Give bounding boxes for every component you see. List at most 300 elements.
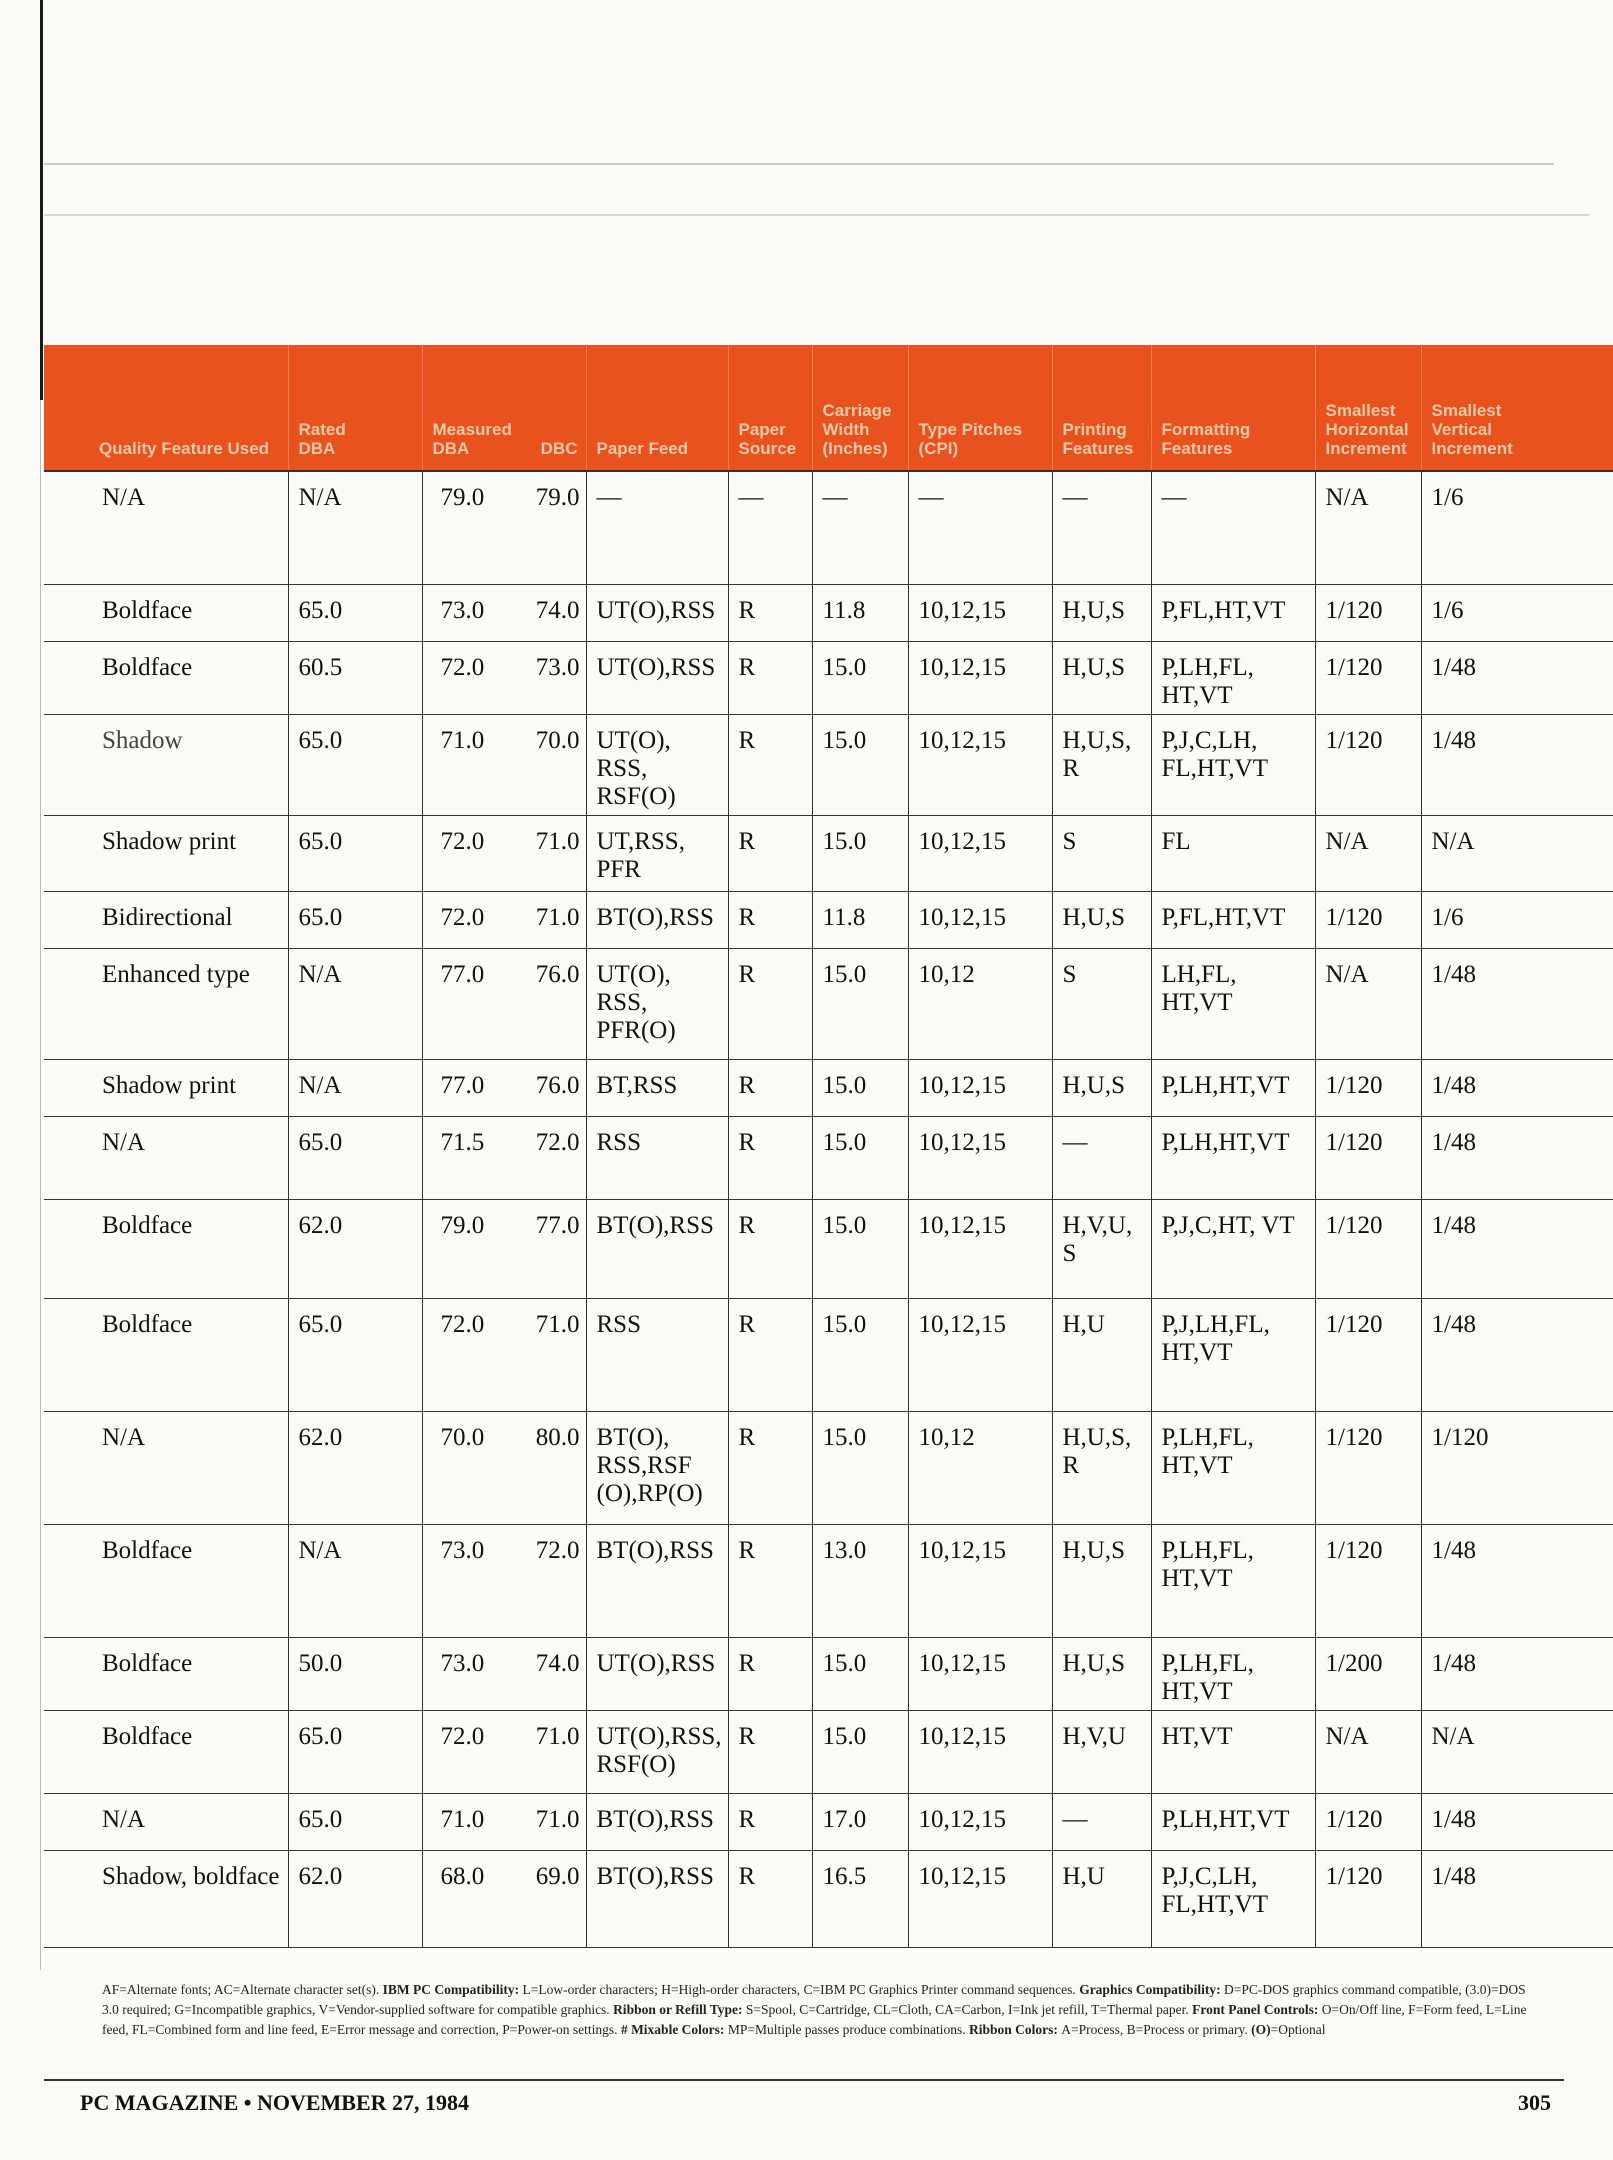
cell-vert-increment: 1/6 bbox=[1421, 471, 1613, 584]
cell-horiz-increment: 1/200 bbox=[1315, 1637, 1421, 1710]
cell-quality: N/A bbox=[44, 1793, 288, 1850]
cell-type-pitches: 10,12,15 bbox=[908, 815, 1052, 891]
page-edge-line-lower bbox=[40, 400, 41, 1970]
cell-printing-features: H,V,U, S bbox=[1052, 1199, 1151, 1298]
cell-paper-source: R bbox=[728, 584, 812, 641]
header-pitches-l1: Type Pitches bbox=[918, 420, 1023, 439]
cell-formatting-features: P,J,C,LH, FL,HT,VT bbox=[1151, 714, 1315, 815]
header-formatting-l2: Features bbox=[1161, 439, 1233, 458]
cell-paper-source: — bbox=[728, 471, 812, 584]
cell-carriage-width: 15.0 bbox=[812, 1199, 908, 1298]
cell-dbc: 71.0 bbox=[535, 827, 580, 855]
cell-printing-features: H,U,S, R bbox=[1052, 714, 1151, 815]
cell-paper-source: R bbox=[728, 891, 812, 948]
cell-carriage-width: 11.8 bbox=[812, 584, 908, 641]
header-horiz-l1: Smallest bbox=[1325, 401, 1396, 420]
cell-formatting-features: P,LH,FL, HT,VT bbox=[1151, 1411, 1315, 1524]
cell-paper-source: R bbox=[728, 1411, 812, 1524]
cell-quality: Boldface bbox=[44, 584, 288, 641]
cell-measured-dba: 72.0 bbox=[440, 1310, 485, 1338]
header-vert-l1: Smallest bbox=[1431, 401, 1502, 420]
cell-measured-dba: 73.0 bbox=[440, 596, 485, 624]
cell-type-pitches: 10,12 bbox=[908, 1411, 1052, 1524]
cell-vert-increment: 1/48 bbox=[1421, 714, 1613, 815]
legend-text: MP=Multiple passes produce combinations. bbox=[727, 2022, 970, 2037]
cell-paper-source: R bbox=[728, 1199, 812, 1298]
table-row bbox=[44, 891, 1613, 948]
cell-paper-feed: UT(O),RSS, RSF(O) bbox=[586, 1710, 728, 1793]
cell-rated-dba: 60.5 bbox=[288, 641, 422, 714]
cell-horiz-increment: 1/120 bbox=[1315, 1850, 1421, 1947]
legend-text: O=On/Off line, F=Form feed, L=Line feed, FL=Combined form and line feed, E=Error message and correction, P=Power-on settings. bbox=[102, 2002, 1527, 2037]
cell-measured bbox=[422, 815, 586, 891]
cell-quality: Shadow bbox=[44, 714, 288, 815]
cell-horiz-increment: N/A bbox=[1315, 948, 1421, 1059]
header-measured bbox=[422, 345, 586, 471]
cell-paper-feed: UT(O),RSS bbox=[586, 1637, 728, 1710]
legend bbox=[102, 1980, 1532, 2040]
cell-dbc: 77.0 bbox=[535, 1211, 580, 1239]
header-rated-l2: DBA bbox=[298, 439, 336, 458]
cell-paper-source: R bbox=[728, 1116, 812, 1199]
cell-formatting-features: P,LH,FL, HT,VT bbox=[1151, 1637, 1315, 1710]
cell-measured bbox=[422, 1298, 586, 1411]
cell-type-pitches: — bbox=[908, 471, 1052, 584]
cell-paper-feed: BT(O),RSS bbox=[586, 1850, 728, 1947]
table-row bbox=[44, 1298, 1613, 1411]
cell-paper-source: R bbox=[728, 1850, 812, 1947]
cell-formatting-features: — bbox=[1151, 471, 1315, 584]
cell-measured-dba: 68.0 bbox=[440, 1862, 485, 1890]
cell-type-pitches: 10,12,15 bbox=[908, 1059, 1052, 1116]
cell-formatting-features: P,LH,HT,VT bbox=[1151, 1059, 1315, 1116]
cell-carriage-width: 15.0 bbox=[812, 1116, 908, 1199]
cell-paper-source: R bbox=[728, 714, 812, 815]
table-row bbox=[44, 714, 1613, 815]
cell-rated-dba: 65.0 bbox=[288, 714, 422, 815]
cell-measured bbox=[422, 584, 586, 641]
header-source-l2: Source bbox=[738, 439, 797, 458]
cell-carriage-width: 15.0 bbox=[812, 1637, 908, 1710]
header-carriage-l1: Carriage bbox=[822, 401, 892, 420]
cell-type-pitches: 10,12,15 bbox=[908, 1199, 1052, 1298]
cell-rated-dba: 65.0 bbox=[288, 891, 422, 948]
cell-paper-feed: RSS bbox=[586, 1298, 728, 1411]
cell-carriage-width: 16.5 bbox=[812, 1850, 908, 1947]
cell-quality: Boldface bbox=[44, 1199, 288, 1298]
cell-paper-feed: — bbox=[586, 471, 728, 584]
header-vert bbox=[1421, 345, 1613, 471]
cell-measured bbox=[422, 948, 586, 1059]
cell-type-pitches: 10,12,15 bbox=[908, 1850, 1052, 1947]
cell-paper-source: R bbox=[728, 1059, 812, 1116]
cell-measured-dba: 72.0 bbox=[440, 903, 485, 931]
header-rated bbox=[288, 345, 422, 471]
cell-measured-dba: 77.0 bbox=[440, 1071, 485, 1099]
cell-measured bbox=[422, 1710, 586, 1793]
cell-printing-features: S bbox=[1052, 948, 1151, 1059]
cell-type-pitches: 10,12,15 bbox=[908, 1637, 1052, 1710]
cell-dbc: 71.0 bbox=[535, 1310, 580, 1338]
cell-dbc: 80.0 bbox=[535, 1423, 580, 1451]
table-row bbox=[44, 815, 1613, 891]
cell-printing-features: H,U bbox=[1052, 1850, 1151, 1947]
header-pitches bbox=[908, 345, 1052, 471]
table-row bbox=[44, 1116, 1613, 1199]
cell-horiz-increment: 1/120 bbox=[1315, 1793, 1421, 1850]
header-measured-l2: DBA bbox=[432, 439, 470, 458]
cell-carriage-width: 17.0 bbox=[812, 1793, 908, 1850]
cell-paper-source: R bbox=[728, 1637, 812, 1710]
cell-vert-increment: 1/48 bbox=[1421, 1637, 1613, 1710]
cell-printing-features: H,U,S bbox=[1052, 1637, 1151, 1710]
cell-paper-source: R bbox=[728, 1524, 812, 1637]
header-paper-feed bbox=[586, 345, 728, 471]
cell-formatting-features: P,J,LH,FL, HT,VT bbox=[1151, 1298, 1315, 1411]
cell-horiz-increment: 1/120 bbox=[1315, 891, 1421, 948]
cell-formatting-features: HT,VT bbox=[1151, 1710, 1315, 1793]
table-row bbox=[44, 948, 1613, 1059]
cell-horiz-increment: 1/120 bbox=[1315, 641, 1421, 714]
cell-type-pitches: 10,12,15 bbox=[908, 1298, 1052, 1411]
cell-horiz-increment: 1/120 bbox=[1315, 1199, 1421, 1298]
cell-paper-feed: UT(O),RSS bbox=[586, 584, 728, 641]
top-rule-1 bbox=[44, 163, 1554, 165]
cell-printing-features: — bbox=[1052, 471, 1151, 584]
table-row bbox=[44, 1850, 1613, 1947]
cell-printing-features: H,U,S bbox=[1052, 1059, 1151, 1116]
cell-dbc: 73.0 bbox=[535, 653, 580, 681]
cell-printing-features: H,V,U bbox=[1052, 1710, 1151, 1793]
cell-horiz-increment: 1/120 bbox=[1315, 1059, 1421, 1116]
cell-printing-features: — bbox=[1052, 1116, 1151, 1199]
header-rated-l1: Rated bbox=[298, 420, 346, 439]
cell-rated-dba: 62.0 bbox=[288, 1850, 422, 1947]
header-quality bbox=[44, 345, 288, 471]
cell-paper-feed: BT(O),RSS bbox=[586, 1524, 728, 1637]
cell-paper-feed: BT(O), RSS,RSF (O),RP(O) bbox=[586, 1411, 728, 1524]
cell-dbc: 72.0 bbox=[535, 1128, 580, 1156]
cell-measured-dba: 71.5 bbox=[440, 1128, 485, 1156]
footer-rule bbox=[44, 2079, 1564, 2081]
cell-paper-feed: UT(O),RSS bbox=[586, 641, 728, 714]
table-row bbox=[44, 1793, 1613, 1850]
cell-carriage-width: 15.0 bbox=[812, 641, 908, 714]
cell-horiz-increment: 1/120 bbox=[1315, 1411, 1421, 1524]
cell-dbc: 74.0 bbox=[535, 596, 580, 624]
cell-dbc: 79.0 bbox=[535, 484, 580, 511]
cell-printing-features: S bbox=[1052, 815, 1151, 891]
legend-text: AF=Alternate fonts; AC=Alternate character set(s). bbox=[102, 1982, 383, 1997]
cell-measured bbox=[422, 1199, 586, 1298]
header-horiz-l2: Horizontal bbox=[1325, 420, 1409, 439]
cell-printing-features: — bbox=[1052, 1793, 1151, 1850]
cell-quality: N/A bbox=[44, 1116, 288, 1199]
cell-type-pitches: 10,12,15 bbox=[908, 1710, 1052, 1793]
legend-key: Graphics Compatibility: bbox=[1079, 1982, 1224, 1997]
header-printing-l1: Printing bbox=[1062, 420, 1127, 439]
cell-quality: Enhanced type bbox=[44, 948, 288, 1059]
cell-dbc: 69.0 bbox=[535, 1862, 580, 1890]
header-formatting-l1: Formatting bbox=[1161, 420, 1251, 439]
header-measured-l1: Measured bbox=[432, 420, 512, 439]
cell-rated-dba: 65.0 bbox=[288, 815, 422, 891]
header-source-l1: Paper bbox=[738, 420, 786, 439]
cell-paper-source: R bbox=[728, 1793, 812, 1850]
cell-measured-dba: 73.0 bbox=[440, 1649, 485, 1677]
header-horiz bbox=[1315, 345, 1421, 471]
cell-horiz-increment: 1/120 bbox=[1315, 1298, 1421, 1411]
cell-carriage-width: 15.0 bbox=[812, 714, 908, 815]
table-row bbox=[44, 1637, 1613, 1710]
cell-quality: Boldface bbox=[44, 1298, 288, 1411]
cell-horiz-increment: 1/120 bbox=[1315, 1524, 1421, 1637]
cell-printing-features: H,U,S bbox=[1052, 641, 1151, 714]
legend-key: # Mixable Colors: bbox=[620, 2022, 728, 2037]
printer-spec-table bbox=[44, 345, 1613, 1948]
table-header-row bbox=[44, 345, 1613, 471]
cell-measured bbox=[422, 641, 586, 714]
cell-measured-dba: 79.0 bbox=[440, 484, 485, 511]
cell-paper-feed: BT,RSS bbox=[586, 1059, 728, 1116]
cell-paper-feed: RSS bbox=[586, 1116, 728, 1199]
cell-carriage-width: 15.0 bbox=[812, 1710, 908, 1793]
cell-carriage-width: 15.0 bbox=[812, 815, 908, 891]
top-rule-2 bbox=[44, 214, 1589, 216]
cell-dbc: 71.0 bbox=[535, 1722, 580, 1750]
cell-vert-increment: 1/48 bbox=[1421, 1298, 1613, 1411]
table-row bbox=[44, 1710, 1613, 1793]
cell-formatting-features: P,LH,HT,VT bbox=[1151, 1793, 1315, 1850]
cell-measured-dba: 72.0 bbox=[440, 653, 485, 681]
cell-vert-increment: N/A bbox=[1421, 815, 1613, 891]
cell-carriage-width: 15.0 bbox=[812, 1298, 908, 1411]
cell-printing-features: H,U,S bbox=[1052, 1524, 1151, 1637]
header-formatting bbox=[1151, 345, 1315, 471]
cell-carriage-width: 15.0 bbox=[812, 1059, 908, 1116]
table-body bbox=[44, 471, 1613, 1947]
legend-text: A=Process, B=Process or primary. bbox=[1061, 2022, 1252, 2037]
header-vert-l2: Vertical bbox=[1431, 420, 1492, 439]
cell-paper-source: R bbox=[728, 1710, 812, 1793]
cell-formatting-features: P,J,C,LH, FL,HT,VT bbox=[1151, 1850, 1315, 1947]
header-vert-l3: Increment bbox=[1431, 439, 1513, 458]
cell-dbc: 74.0 bbox=[535, 1649, 580, 1677]
cell-quality: Shadow, boldface bbox=[44, 1850, 288, 1947]
cell-paper-feed: BT(O),RSS bbox=[586, 1793, 728, 1850]
cell-quality: Boldface bbox=[44, 1637, 288, 1710]
legend-key: Front Panel Controls: bbox=[1192, 2002, 1322, 2017]
cell-carriage-width: 11.8 bbox=[812, 891, 908, 948]
cell-paper-source: R bbox=[728, 948, 812, 1059]
cell-measured bbox=[422, 1793, 586, 1850]
header-horiz-l3: Increment bbox=[1325, 439, 1407, 458]
header-quality-label: Quality Feature Used bbox=[99, 439, 270, 458]
cell-vert-increment: 1/48 bbox=[1421, 1524, 1613, 1637]
cell-type-pitches: 10,12,15 bbox=[908, 641, 1052, 714]
cell-horiz-increment: 1/120 bbox=[1315, 584, 1421, 641]
legend-text: L=Low-order characters; H=High-order characters, C=IBM PC Graphics Printer command sequences. bbox=[522, 1982, 1080, 1997]
cell-measured-dba: 70.0 bbox=[440, 1423, 485, 1451]
cell-type-pitches: 10,12,15 bbox=[908, 714, 1052, 815]
header-carriage-l2: Width bbox=[822, 420, 870, 439]
cell-measured bbox=[422, 1116, 586, 1199]
cell-rated-dba: 65.0 bbox=[288, 1116, 422, 1199]
header-carriage-l3: (Inches) bbox=[822, 439, 888, 458]
legend-key: IBM PC Compatibility: bbox=[382, 1982, 523, 1997]
cell-carriage-width: 13.0 bbox=[812, 1524, 908, 1637]
cell-quality: Boldface bbox=[44, 641, 288, 714]
cell-measured bbox=[422, 1637, 586, 1710]
cell-formatting-features: P,FL,HT,VT bbox=[1151, 584, 1315, 641]
header-dbc: DBC bbox=[540, 439, 578, 458]
cell-vert-increment: 1/6 bbox=[1421, 891, 1613, 948]
cell-quality: N/A bbox=[44, 1411, 288, 1524]
cell-paper-source: R bbox=[728, 815, 812, 891]
cell-formatting-features: P,LH,FL, HT,VT bbox=[1151, 641, 1315, 714]
cell-measured-dba: 77.0 bbox=[440, 960, 485, 988]
legend-key: Ribbon or Refill Type: bbox=[613, 2002, 746, 2017]
page-edge-line bbox=[40, 0, 43, 400]
cell-formatting-features: FL bbox=[1151, 815, 1315, 891]
cell-rated-dba: 50.0 bbox=[288, 1637, 422, 1710]
cell-vert-increment: 1/48 bbox=[1421, 641, 1613, 714]
footer-magazine: PC MAGAZINE • NOVEMBER 27, 1984 bbox=[80, 2090, 470, 2115]
cell-measured bbox=[422, 1059, 586, 1116]
cell-horiz-increment: 1/120 bbox=[1315, 714, 1421, 815]
table-row bbox=[44, 1199, 1613, 1298]
cell-rated-dba: 65.0 bbox=[288, 584, 422, 641]
cell-vert-increment: 1/48 bbox=[1421, 1199, 1613, 1298]
cell-quality: Shadow print bbox=[44, 815, 288, 891]
cell-rated-dba: 65.0 bbox=[288, 1298, 422, 1411]
cell-printing-features: H,U bbox=[1052, 1298, 1151, 1411]
cell-type-pitches: 10,12,15 bbox=[908, 584, 1052, 641]
cell-horiz-increment: 1/120 bbox=[1315, 1116, 1421, 1199]
cell-measured bbox=[422, 714, 586, 815]
cell-vert-increment: 1/48 bbox=[1421, 1116, 1613, 1199]
cell-type-pitches: 10,12,15 bbox=[908, 1116, 1052, 1199]
cell-rated-dba: 62.0 bbox=[288, 1199, 422, 1298]
cell-paper-feed: BT(O),RSS bbox=[586, 1199, 728, 1298]
cell-rated-dba: 65.0 bbox=[288, 1793, 422, 1850]
cell-vert-increment: 1/120 bbox=[1421, 1411, 1613, 1524]
cell-rated-dba: N/A bbox=[288, 948, 422, 1059]
header-carriage bbox=[812, 345, 908, 471]
cell-rated-dba: N/A bbox=[288, 1059, 422, 1116]
legend-text: D=PC-DOS graphics command compatible, (3.0)=DOS 3.0 required; G=Incompatible graphics, V=Vendor-supplied software for compatible graphics. bbox=[102, 1982, 1526, 2017]
cell-vert-increment: 1/48 bbox=[1421, 948, 1613, 1059]
cell-type-pitches: 10,12,15 bbox=[908, 891, 1052, 948]
legend-key: Ribbon Colors: bbox=[969, 2022, 1062, 2037]
cell-dbc: 76.0 bbox=[535, 960, 580, 988]
cell-measured-dba: 71.0 bbox=[440, 726, 485, 754]
header-printing-l2: Features bbox=[1062, 439, 1134, 458]
cell-paper-feed: UT(O), RSS, RSF(O) bbox=[586, 714, 728, 815]
header-paper-feed-label: Paper Feed bbox=[596, 439, 689, 458]
cell-rated-dba: 62.0 bbox=[288, 1411, 422, 1524]
cell-dbc: 71.0 bbox=[535, 1805, 580, 1833]
cell-carriage-width: — bbox=[812, 471, 908, 584]
cell-rated-dba: 65.0 bbox=[288, 1710, 422, 1793]
cell-formatting-features: P,LH,HT,VT bbox=[1151, 1116, 1315, 1199]
cell-measured-dba: 72.0 bbox=[440, 1722, 485, 1750]
cell-printing-features: H,U,S, R bbox=[1052, 1411, 1151, 1524]
cell-vert-increment: 1/48 bbox=[1421, 1059, 1613, 1116]
cell-quality: Bidirectional bbox=[44, 891, 288, 948]
page-number: 305 bbox=[1518, 2090, 1551, 2115]
table-row bbox=[44, 1411, 1613, 1524]
cell-horiz-increment: N/A bbox=[1315, 815, 1421, 891]
cell-paper-feed: UT(O), RSS, PFR(O) bbox=[586, 948, 728, 1059]
cell-measured-dba: 71.0 bbox=[440, 1805, 485, 1833]
cell-carriage-width: 15.0 bbox=[812, 948, 908, 1059]
table-row bbox=[44, 471, 1613, 584]
spec-table bbox=[44, 345, 1613, 1948]
cell-horiz-increment: N/A bbox=[1315, 1710, 1421, 1793]
cell-formatting-features: P,J,C,HT, VT bbox=[1151, 1199, 1315, 1298]
cell-dbc: 71.0 bbox=[535, 903, 580, 931]
cell-paper-source: R bbox=[728, 641, 812, 714]
cell-measured bbox=[422, 471, 586, 584]
cell-rated-dba: N/A bbox=[288, 1524, 422, 1637]
cell-measured-dba: 79.0 bbox=[440, 1211, 485, 1239]
header-pitches-l2: (CPI) bbox=[918, 439, 959, 458]
table-row bbox=[44, 1059, 1613, 1116]
cell-rated-dba: N/A bbox=[288, 471, 422, 584]
cell-type-pitches: 10,12,15 bbox=[908, 1524, 1052, 1637]
cell-horiz-increment: N/A bbox=[1315, 471, 1421, 584]
legend-key: (O) bbox=[1251, 2022, 1271, 2037]
cell-vert-increment: 1/48 bbox=[1421, 1793, 1613, 1850]
cell-measured bbox=[422, 1850, 586, 1947]
cell-formatting-features: LH,FL, HT,VT bbox=[1151, 948, 1315, 1059]
cell-vert-increment: 1/48 bbox=[1421, 1850, 1613, 1947]
cell-measured bbox=[422, 1524, 586, 1637]
cell-quality: N/A bbox=[44, 471, 288, 584]
cell-vert-increment: 1/6 bbox=[1421, 584, 1613, 641]
cell-dbc: 72.0 bbox=[535, 1536, 580, 1564]
cell-type-pitches: 10,12,15 bbox=[908, 1793, 1052, 1850]
cell-printing-features: H,U,S bbox=[1052, 891, 1151, 948]
cell-quality: Shadow print bbox=[44, 1059, 288, 1116]
cell-formatting-features: P,FL,HT,VT bbox=[1151, 891, 1315, 948]
cell-quality: Boldface bbox=[44, 1524, 288, 1637]
cell-printing-features: H,U,S bbox=[1052, 584, 1151, 641]
table-row bbox=[44, 584, 1613, 641]
cell-measured-dba: 72.0 bbox=[440, 827, 485, 855]
cell-measured bbox=[422, 1411, 586, 1524]
cell-dbc: 70.0 bbox=[535, 726, 580, 754]
cell-quality: Boldface bbox=[44, 1710, 288, 1793]
header-printing bbox=[1052, 345, 1151, 471]
cell-dbc: 76.0 bbox=[535, 1071, 580, 1099]
cell-carriage-width: 15.0 bbox=[812, 1411, 908, 1524]
cell-paper-feed: UT,RSS, PFR bbox=[586, 815, 728, 891]
cell-measured-dba: 73.0 bbox=[440, 1536, 485, 1564]
header-paper-source bbox=[728, 345, 812, 471]
cell-paper-source: R bbox=[728, 1298, 812, 1411]
cell-vert-increment: N/A bbox=[1421, 1710, 1613, 1793]
table-row bbox=[44, 1524, 1613, 1637]
cell-type-pitches: 10,12 bbox=[908, 948, 1052, 1059]
cell-paper-feed: BT(O),RSS bbox=[586, 891, 728, 948]
cell-measured bbox=[422, 891, 586, 948]
table-row bbox=[44, 641, 1613, 714]
legend-text: =Optional bbox=[1270, 2022, 1326, 2037]
cell-formatting-features: P,LH,FL, HT,VT bbox=[1151, 1524, 1315, 1637]
legend-text: S=Spool, C=Cartridge, CL=Cloth, CA=Carbon, I=Ink jet refill, T=Thermal paper. bbox=[745, 2002, 1193, 2017]
